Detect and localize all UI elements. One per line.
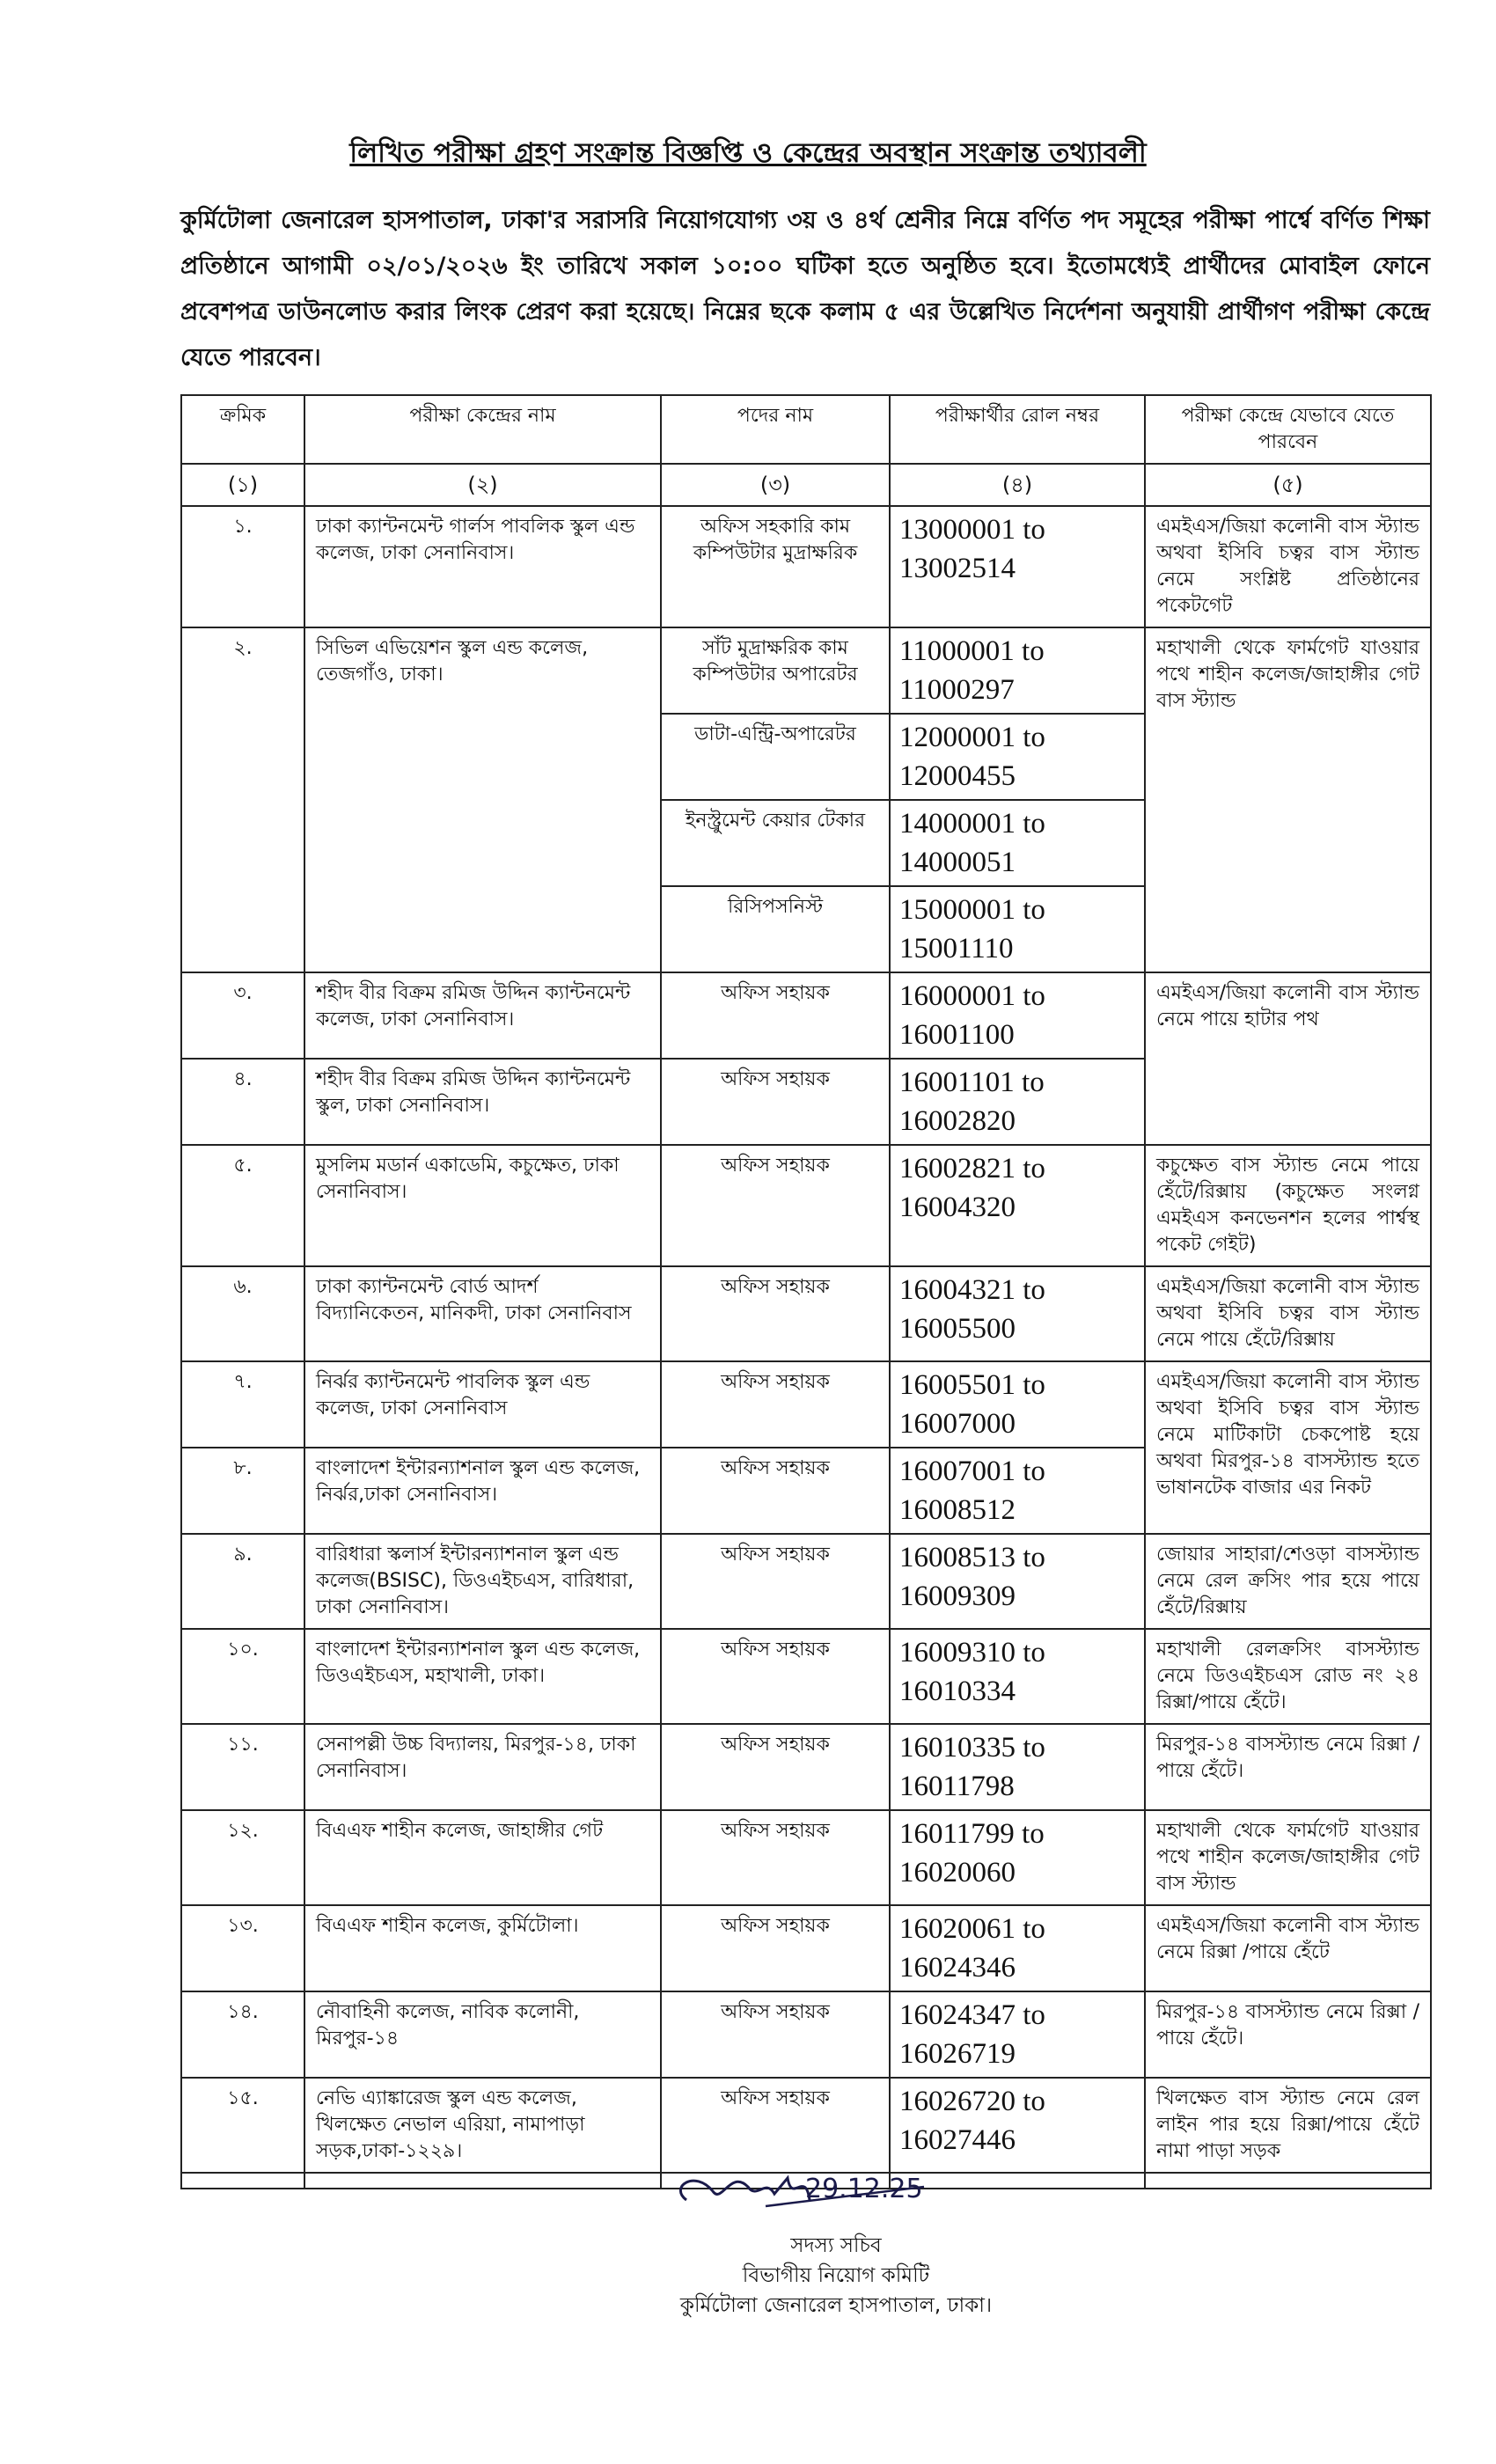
direction-cell bbox=[1145, 2173, 1431, 2189]
center-cell: সেনাপল্লী উচ্চ বিদ্যালয়, মিরপুর-১৪, ঢাকা সেনানিবাস। bbox=[304, 1724, 661, 1810]
direction-cell: এমইএস/জিয়া কলোনী বাস স্ট্যান্ড অথবা ইসিবি চত্বর বাস স্ট্যান্ড নেমে পায়ে হেঁটে/রিক্সায় bbox=[1145, 1266, 1431, 1361]
serial-cell: ১৪. bbox=[181, 1991, 304, 2078]
direction-cell: খিলক্ষেত বাস স্ট্যান্ড নেমে রেল লাইন পার হয়ে রিক্সা/পায়ে হেঁটে নামা পাড়া সড়ক bbox=[1145, 2078, 1431, 2173]
column-number-row bbox=[181, 464, 1431, 506]
post-cell: অফিস সহকারি কাম কম্পিউটার মুদ্রাক্ষরিক bbox=[661, 506, 890, 627]
table-row bbox=[181, 1905, 1431, 1991]
direction-cell: কচুক্ষেত বাস স্ট্যান্ড নেমে পায়ে হেঁটে/রিক্সায় (কচুক্ষেত সংলগ্ন এমইএস কনভেনশন হলের পার্শ্বস্থ পকেট গেইট) bbox=[1145, 1145, 1431, 1266]
serial-cell: ১৫. bbox=[181, 2078, 304, 2173]
table-row bbox=[181, 1724, 1431, 1810]
direction-cell: জোয়ার সাহারা/শেওড়া বাসস্ট্যান্ড নেমে রেল ক্রসিং পার হয়ে পায়ে হেঁটে/রিক্সায় bbox=[1145, 1534, 1431, 1629]
header-roll: পরীক্ষার্থীর রোল নম্বর bbox=[890, 395, 1145, 464]
post-cell: অফিস সহায়ক bbox=[661, 1991, 890, 2078]
col-number: (১) bbox=[181, 464, 304, 506]
intro-paragraph: কুর্মিটোলা জেনারেল হাসপাতাল, ঢাকা'র সরাসরি নিয়োগযোগ্য ৩য় ও ৪র্থ শ্রেনীর নিম্নে বর্ণিত পদ সমূহের পরীক্ষা পার্শ্বে বর্ণিত শিক্ষা প্রতিষ্ঠানে আগামী ০২/০১/২০২৬ ইং তারিখে সকাল ১০:০০ ঘটিকা হতে অনুষ্ঠিত হবে। ইতোমধ্যেই প্রার্থীদের মোবাইল ফোনে প্রবেশপত্র ডাউনলোড করার লিংক প্রেরণ করা হয়েছে। নিম্নের ছকে কলাম ৫ এর উল্লেখিত নির্দেশনা অনুযায়ী প্রার্থীগণ পরীক্ষা কেন্দ্রে যেতে পারবেন। bbox=[180, 207, 1430, 371]
center-cell: সিভিল এভিয়েশন স্কুল এন্ড কলেজ, তেজগাঁও, ঢাকা। bbox=[304, 627, 661, 972]
serial-cell: ১৩. bbox=[181, 1905, 304, 1991]
direction-cell: মিরপুর-১৪ বাসস্ট্যান্ড নেমে রিক্সা /পায়ে হেঁটে। bbox=[1145, 1991, 1431, 2078]
table-header-row bbox=[181, 395, 1431, 464]
roll-cell: 16005501 to 16007000 bbox=[890, 1361, 1145, 1448]
center-cell: বারিধারা স্কলার্স ইন্টারন্যাশনাল স্কুল এন্ড কলেজ(BSISC), ডিওএইচএস, বারিধারা, ঢাকা সেনানিবাস। bbox=[304, 1534, 661, 1629]
serial-cell: ১০. bbox=[181, 1629, 304, 1724]
serial-cell: ১১. bbox=[181, 1724, 304, 1810]
col-number: (৫) bbox=[1145, 464, 1431, 506]
direction-cell: মহাখালী থেকে ফার্মগেট যাওয়ার পথে শাহীন কলেজ/জাহাঙ্গীর গেট বাস স্ট্যান্ড bbox=[1145, 1810, 1431, 1905]
post-cell: রিসিপসনিস্ট bbox=[661, 886, 890, 972]
table-row bbox=[181, 1361, 1431, 1448]
serial-cell: ৩. bbox=[181, 972, 304, 1059]
serial-cell: ৭. bbox=[181, 1361, 304, 1448]
table-row bbox=[181, 627, 1431, 714]
post-cell: অফিস সহায়ক bbox=[661, 2078, 890, 2173]
direction-cell: এমইএস/জিয়া কলোনী বাস স্ট্যান্ড অথবা ইসিবি চত্বর বাস স্ট্যান্ড নেমে সংশ্লিষ্ট প্রতিষ্ঠানের পকেটগেট bbox=[1145, 506, 1431, 627]
direction-cell: এমইএস/জিয়া কলোনী বাস স্ট্যান্ড নেমে পায়ে হাটার পথ bbox=[1145, 972, 1431, 1145]
roll-cell: 16008513 to 16009309 bbox=[890, 1534, 1145, 1629]
signature-date: 29.12.25 bbox=[805, 2174, 923, 2204]
post-cell: ইনস্ট্রুমেন্ট কেয়ার টেকার bbox=[661, 800, 890, 886]
signatory-committee: বিভাগীয় নিয়োগ কমিটি bbox=[742, 2264, 930, 2287]
post-cell: সাঁট মুদ্রাক্ষরিক কাম কম্পিউটার অপারেটর bbox=[661, 627, 890, 714]
post-cell: অফিস সহায়ক bbox=[661, 1534, 890, 1629]
col-number: (৩) bbox=[661, 464, 890, 506]
serial-cell: ১২. bbox=[181, 1810, 304, 1905]
post-cell: অফিস সহায়ক bbox=[661, 1905, 890, 1991]
center-cell: শহীদ বীর বিক্রম রমিজ উদ্দিন ক্যান্টনমেন্ট কলেজ, ঢাকা সেনানিবাস। bbox=[304, 972, 661, 1059]
direction-cell: এমইএস/জিয়া কলোনী বাস স্ট্যান্ড অথবা ইসিবি চত্বর বাস স্ট্যান্ড নেমে মাটিকাটা চেকপোষ্ট হয়ে অথবা মিরপুর-১৪ বাসস্ট্যান্ড হতে ভাষানটেক বাজার এর নিকট bbox=[1145, 1361, 1431, 1534]
post-cell: অফিস সহায়ক bbox=[661, 1266, 890, 1361]
serial-cell: ৯. bbox=[181, 1534, 304, 1629]
direction-cell: মিরপুর-১৪ বাসস্ট্যান্ড নেমে রিক্সা /পায়ে হেঁটে। bbox=[1145, 1724, 1431, 1810]
center-cell: ঢাকা ক্যান্টনমেন্ট গার্লস পাবলিক স্কুল এন্ড কলেজ, ঢাকা সেনানিবাস। bbox=[304, 506, 661, 627]
serial-cell: ৪. bbox=[181, 1059, 304, 1145]
roll-cell: 15000001 to 15001110 bbox=[890, 886, 1145, 972]
post-cell: অফিস সহায়ক bbox=[661, 972, 890, 1059]
post-cell: অফিস সহায়ক bbox=[661, 1059, 890, 1145]
roll-cell: 16020061 to 16024346 bbox=[890, 1905, 1145, 1991]
roll-cell: 16007001 to 16008512 bbox=[890, 1448, 1145, 1534]
roll-cell: 11000001 to 11000297 bbox=[890, 627, 1145, 714]
direction-cell: এমইএস/জিয়া কলোনী বাস স্ট্যান্ড নেমে রিক্সা /পায়ে হেঁটে bbox=[1145, 1905, 1431, 1991]
serial-cell: ২. bbox=[181, 627, 304, 972]
direction-cell: মহাখালী রেলক্রসিং বাসস্ট্যান্ড নেমে ডিওএইচএস রোড নং ২৪ রিক্সা/পায়ে হেঁটে। bbox=[1145, 1629, 1431, 1724]
roll-cell: 16001101 to 16002820 bbox=[890, 1059, 1145, 1145]
center-cell: বাংলাদেশ ইন্টারন্যাশনাল স্কুল এন্ড কলেজ, নির্ঝর,ঢাকা সেনানিবাস। bbox=[304, 1448, 661, 1534]
center-cell: নৌবাহিনী কলেজ, নাবিক কলোনী, মিরপুর-১৪ bbox=[304, 1991, 661, 2078]
header-serial: ক্রমিক bbox=[181, 395, 304, 464]
center-cell: শহীদ বীর বিক্রম রমিজ উদ্দিন ক্যান্টনমেন্ট স্কুল, ঢাকা সেনানিবাস। bbox=[304, 1059, 661, 1145]
post-cell: অফিস সহায়ক bbox=[661, 1724, 890, 1810]
table-row bbox=[181, 1810, 1431, 1905]
roll-cell: 16011799 to 16020060 bbox=[890, 1810, 1145, 1905]
post-cell: অফিস সহায়ক bbox=[661, 1448, 890, 1534]
roll-cell: 16000001 to 16001100 bbox=[890, 972, 1145, 1059]
post-cell: অফিস সহায়ক bbox=[661, 1629, 890, 1724]
roll-cell: 14000001 to 14000051 bbox=[890, 800, 1145, 886]
center-cell: বিএএফ শাহীন কলেজ, জাহাঙ্গীর গেট bbox=[304, 1810, 661, 1905]
header-direction: পরীক্ষা কেন্দ্রে যেভাবে যেতে পারবেন bbox=[1145, 395, 1431, 464]
table-row bbox=[181, 506, 1431, 627]
col-number: (২) bbox=[304, 464, 661, 506]
handwritten-signature bbox=[634, 2152, 986, 2222]
header-center: পরীক্ষা কেন্দ্রের নাম bbox=[304, 395, 661, 464]
post-cell: ডাটা-এন্ট্রি-অপারেটর bbox=[661, 714, 890, 800]
table-row bbox=[181, 1145, 1431, 1266]
col-number: (৪) bbox=[890, 464, 1145, 506]
table-row bbox=[181, 1991, 1431, 2078]
signatory-org: কুর্মিটোলা জেনারেল হাসপাতাল, ঢাকা। bbox=[679, 2294, 993, 2317]
roll-cell: 13000001 to 13002514 bbox=[890, 506, 1145, 627]
signatory-title: সদস্য সচিব bbox=[790, 2234, 882, 2257]
roll-cell: 16004321 to 16005500 bbox=[890, 1266, 1145, 1361]
center-cell bbox=[304, 2173, 661, 2189]
serial-cell: ৬. bbox=[181, 1266, 304, 1361]
table-row bbox=[181, 1629, 1431, 1724]
post-cell: অফিস সহায়ক bbox=[661, 1361, 890, 1448]
signatory-block bbox=[616, 2231, 1056, 2321]
roll-cell: 16026720 to 16027446 bbox=[890, 2078, 1145, 2173]
serial-cell: ৮. bbox=[181, 1448, 304, 1534]
roll-cell: 16010335 to 16011798 bbox=[890, 1724, 1145, 1810]
post-cell: অফিস সহায়ক bbox=[661, 1810, 890, 1905]
header-post: পদের নাম bbox=[661, 395, 890, 464]
center-cell: নেভি এ্যাঙ্কারেজ স্কুল এন্ড কলেজ, খিলক্ষেত নেভাল এরিয়া, নামাপাড়া সড়ক,ঢাকা-১২২৯। bbox=[304, 2078, 661, 2173]
center-cell: বিএএফ শাহীন কলেজ, কুর্মিটোলা। bbox=[304, 1905, 661, 1991]
center-cell: মুসলিম মডার্ন একাডেমি, কচুক্ষেত, ঢাকা সেনানিবাস। bbox=[304, 1145, 661, 1266]
table-row bbox=[181, 1534, 1431, 1629]
roll-cell: 12000001 to 12000455 bbox=[890, 714, 1145, 800]
direction-cell: মহাখালী থেকে ফার্মগেট যাওয়ার পথে শাহীন কলেজ/জাহাঙ্গীর গেট বাস স্ট্যান্ড bbox=[1145, 627, 1431, 972]
serial-cell: ১. bbox=[181, 506, 304, 627]
center-cell: নির্ঝর ক্যান্টনমেন্ট পাবলিক স্কুল এন্ড কলেজ, ঢাকা সেনানিবাস bbox=[304, 1361, 661, 1448]
table-row bbox=[181, 1266, 1431, 1361]
serial-cell: ৫. bbox=[181, 1145, 304, 1266]
roll-cell: 16009310 to 16010334 bbox=[890, 1629, 1145, 1724]
post-cell: অফিস সহায়ক bbox=[661, 1145, 890, 1266]
center-cell: বাংলাদেশ ইন্টারন্যাশনাল স্কুল এন্ড কলেজ, ডিওএইচএস, মহাখালী, ঢাকা। bbox=[304, 1629, 661, 1724]
serial-cell bbox=[181, 2173, 304, 2189]
roll-cell: 16024347 to 16026719 bbox=[890, 1991, 1145, 2078]
center-cell: ঢাকা ক্যান্টনমেন্ট বোর্ড আদর্শ বিদ্যানিকেতন, মানিকদী, ঢাকা সেনানিবাস bbox=[304, 1266, 661, 1361]
exam-center-table bbox=[180, 394, 1432, 2189]
roll-cell: 16002821 to 16004320 bbox=[890, 1145, 1145, 1266]
notice-title: লিখিত পরীক্ষা গ্রহণ সংক্রান্ত বিজ্ঞপ্তি ও কেন্দ্রের অবস্থান সংক্রান্ত তথ্যাবলী bbox=[349, 137, 1147, 169]
table-row bbox=[181, 972, 1431, 1059]
